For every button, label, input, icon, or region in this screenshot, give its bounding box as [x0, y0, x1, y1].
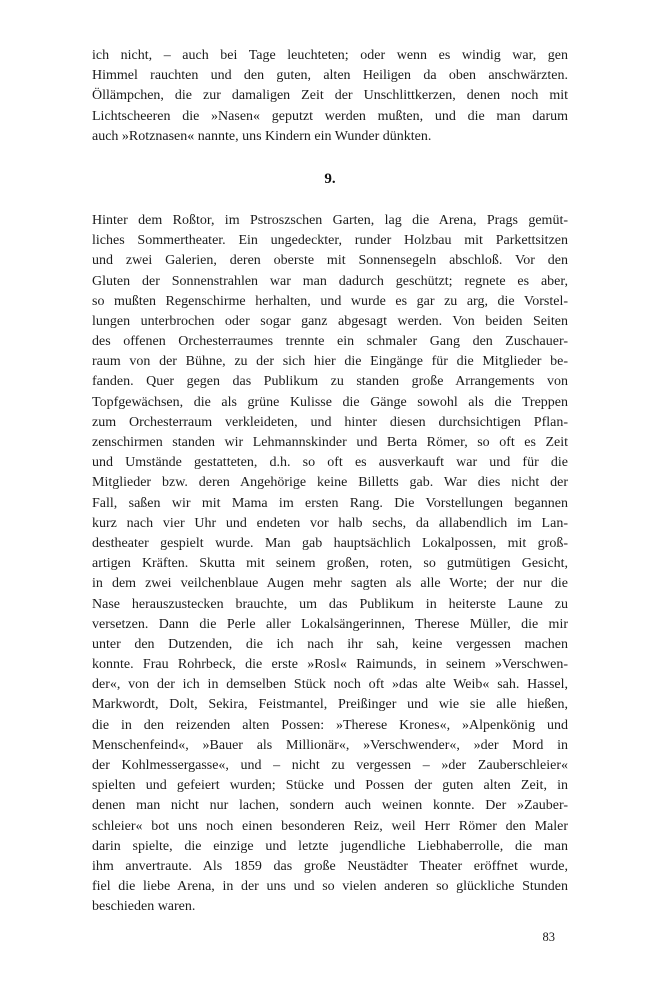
- text-block: [92, 46, 568, 918]
- text-line: Topfgewächsen, die als grüne Kulisse die Gänge sowohl als die Treppen: [92, 394, 568, 410]
- text-line: Himmel rauchten und den guten, alten Heiligen da oben anschwärzten.: [92, 68, 568, 84]
- text-line: Nase herauszustecken brauchte, um das Publikum in heiterste Laune zu: [92, 596, 568, 612]
- text-line: unter den Dutzenden, die ich nach ihr sah, keine vergessen machen: [92, 636, 568, 652]
- text-line: fiel die liebe Arena, in der uns und so vielen anderen so glückliche Stunden: [92, 879, 568, 895]
- text-line: Fall, saßen wir mit Mama im ersten Rang. Die Vorstellungen begannen: [92, 495, 568, 511]
- text-line: kurz nach vier Uhr und endeten vor halb sechs, da allabendlich im Lan-: [92, 515, 568, 531]
- text-line: Gluten der Sonnenstrahlen war man dadurch geschützt; regnete es aber,: [92, 273, 568, 289]
- text-line: raum von der Bühne, zu der sich hier die Eingänge für die Mitglieder be-: [92, 354, 568, 370]
- text-line: konnte. Frau Rohrbeck, die erste »Rosl« Raimunds, in seinem »Verschwen-: [92, 657, 568, 673]
- page-number: 83: [542, 930, 555, 944]
- text-line: der Kohlmessergasse«, und – nicht zu vergessen – »der Zauberschleier«: [92, 758, 568, 773]
- text-line: des offenen Orchesterraumes trennte ein schmaler Gang den Zuschauer-: [92, 334, 568, 350]
- text-line: zenschirmen standen wir Lehmannskinder und Berta Römer, so oft es Zeit: [92, 435, 568, 450]
- text-line: der«, von der ich in demselben Stück noch oft »das alte Weib« sah. Hassel,: [92, 677, 568, 693]
- text-line: so mußten Regenschirme herhalten, und wurde es gar zu arg, die Vorstel-: [92, 293, 568, 309]
- text-line: Öllämpchen, die zur damaligen Zeit der Unschlittkerzen, denen noch mit: [92, 88, 568, 104]
- text-line: artigen Kräften. Skutta mit seinem großen, roten, so gutmütigen Gesicht,: [92, 556, 568, 572]
- text-line: ich nicht, – auch bei Tage leuchteten; oder wenn es windig war, gen: [92, 48, 568, 63]
- text-line: und zwei Galerien, deren oberste mit Sonnensegeln abschloß. Vor den: [92, 253, 568, 269]
- text-line: Markwordt, Dolt, Sekira, Feistmantel, Preißinger und wie sie alle hießen,: [92, 697, 568, 713]
- text-line: in dem zwei veilchenblaue Augen mehr sagten als alle Worte; der nur die: [92, 576, 568, 592]
- text-line: auch »Rotznasen« nannte, uns Kindern ein Wunder dünkten.: [92, 128, 432, 144]
- paragraph-continuation: [92, 46, 568, 147]
- text-line: darin spielte, die einzige und letzte jugendliche Liebhaberrolle, die man: [92, 838, 568, 854]
- text-line: Lichtscheeren die »Nasen« geputzt werden mußten, und die man darum: [92, 108, 568, 124]
- text-line: die in den reizenden alten Possen: »Therese Krones«, »Alpenkönig und: [92, 717, 568, 733]
- text-line: beschieden waren.: [92, 899, 196, 915]
- text-line: schleier« bot uns noch einen besonderen Reiz, weil Herr Römer den Maler: [92, 818, 568, 834]
- text-line: versetzen. Dann die Perle aller Lokalsängerinnen, Therese Müller, die mir: [92, 616, 568, 632]
- text-line: Menschenfeind«, »Bauer als Millionär«, »Verschwender«, »der Mord in: [92, 737, 568, 753]
- paragraph-chapter-9: [92, 211, 568, 918]
- text-line: spielten und gefeiert wurden; Stücke und Possen der guten alten Zeit, in: [92, 778, 568, 794]
- text-line: denen man nicht nur lachen, sondern auch weinen konnte. Der »Zauber-: [92, 798, 568, 814]
- text-line: liches Sommertheater. Ein ungedeckter, runder Holzbau mit Parkettsitzen: [92, 233, 568, 249]
- chapter-heading: 9.: [324, 170, 336, 187]
- text-line: Hinter dem Roßtor, im Pstroszschen Garten, lag die Arena, Prags gemüt-: [92, 212, 568, 228]
- text-line: lungen unterbrochen oder sogar ganz abgesagt werden. Von beiden Seiten: [92, 313, 568, 329]
- text-line: und Umstände gestatteten, d.h. so oft es ausverkauft war und für die: [92, 455, 568, 471]
- text-line: destheater gespielt wurde. Man gab hauptsächlich Lokalpossen, mit groß-: [92, 535, 568, 551]
- text-line: fanden. Quer gegen das Publikum zu standen große Arrangements von: [92, 374, 568, 390]
- text-line: ihm anvertraute. Als 1859 das große Neustädter Theater eröffnet wurde,: [92, 858, 568, 874]
- text-line: Mitglieder bzw. deren Angehörige keine Billetts gab. War dies nicht der: [92, 475, 568, 491]
- text-line: zum Orchesterraum verkleideten, und hinter diesen durchsichtigen Pflan-: [92, 414, 568, 430]
